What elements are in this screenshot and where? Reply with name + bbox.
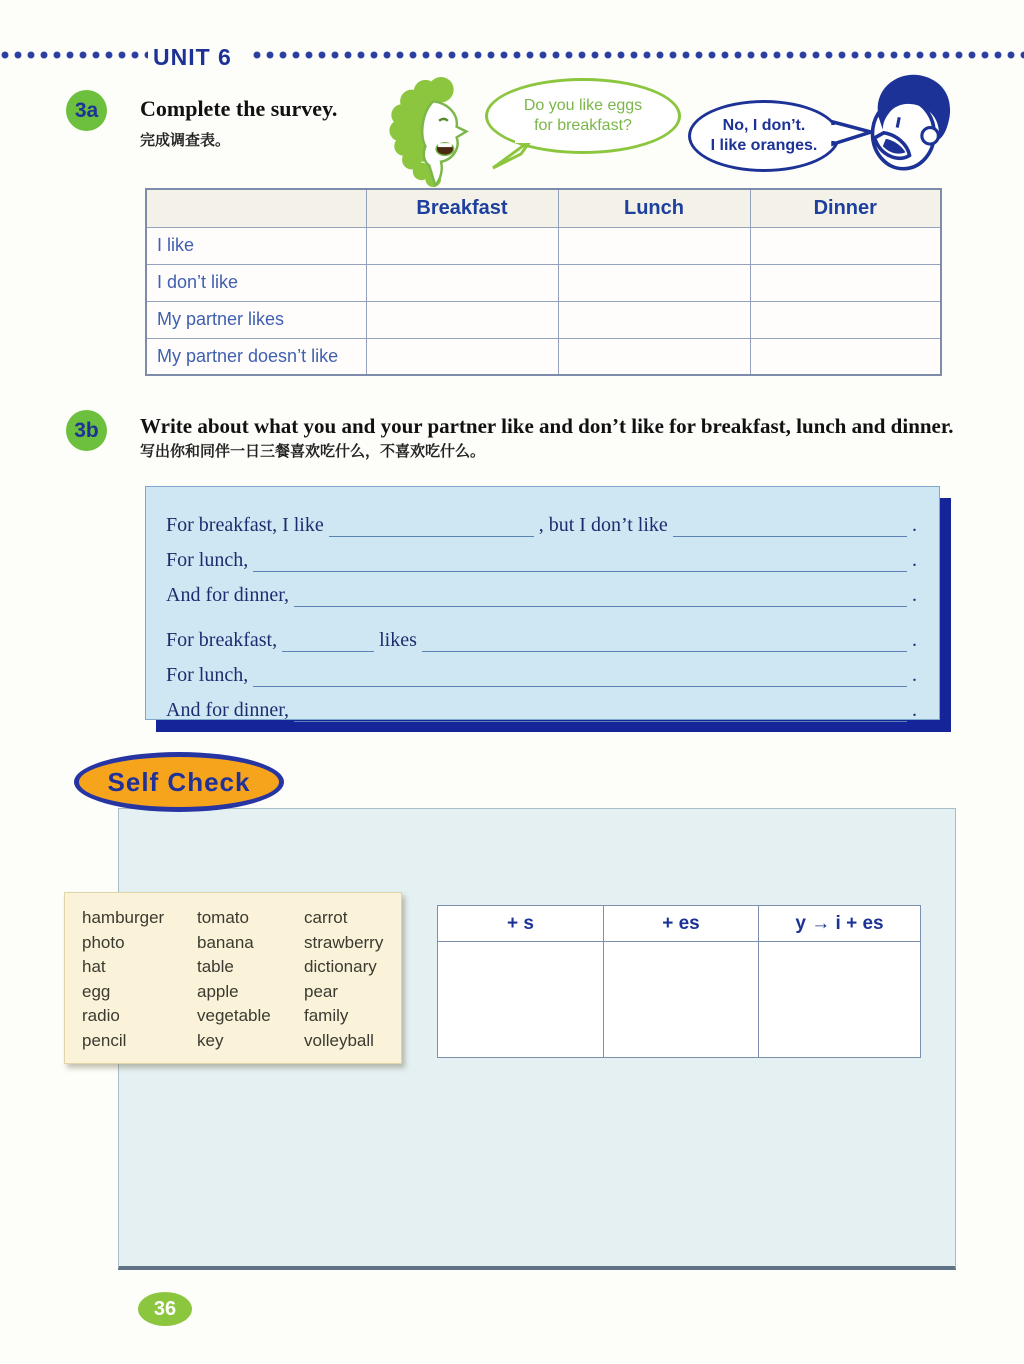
word-item: hamburger [82,908,165,927]
word-item: pencil [82,1030,127,1050]
green-bubble-tail [491,138,533,172]
word-item: pear [304,981,339,1001]
survey-cell [750,227,941,264]
section-3b-badge: 3b [66,410,107,451]
word-item: apple [197,981,239,1001]
word-item: tomato [197,908,249,927]
writing-line [166,687,917,722]
plurals-table [437,905,921,1058]
word-item: egg [82,981,111,1001]
writing-text: . [912,514,917,536]
survey-row-label: I like [146,227,366,264]
section-3b-heading [140,412,958,461]
blue-bubble-text-line2: I like oranges. [710,137,818,154]
writing-text: For breakfast, I like [166,514,324,536]
green-bubble-text-line2: for breakfast? [534,117,632,134]
dialogue-illustration [385,68,965,188]
word-column-3 [304,906,401,1063]
fill-in-blank [673,511,907,537]
plurals-body-row [438,942,921,1058]
fill-in-blank [253,661,907,687]
word-column-2 [197,906,304,1063]
survey-cell [366,338,558,375]
plurals-header-row [438,906,921,942]
survey-row-label: My partner doesn’t like [146,338,366,375]
word-item: hat [82,957,106,976]
word-item: carrot [304,908,348,927]
fill-in-blank [294,696,907,722]
fill-in-blank [282,626,374,652]
plurals-header-ies: y → i + es [759,906,921,942]
writing-text: . [912,584,917,606]
word-list-box [64,892,402,1064]
writing-text: For lunch, [166,549,249,571]
blue-speech-bubble [688,100,840,172]
survey-cell [558,264,750,301]
plurals-cell [759,942,921,1058]
writing-text: likes [379,629,417,651]
survey-header-empty [146,189,366,227]
fill-in-blank [329,511,534,537]
fill-in-blank [422,626,907,652]
survey-header-lunch: Lunch [558,189,750,227]
survey-row-label: I don’t like [146,264,366,301]
writing-line [166,572,917,607]
writing-text: . [912,664,917,686]
word-item: key [197,1030,224,1050]
survey-cell [558,227,750,264]
self-check-label: Self Check [74,752,284,812]
survey-row-label: My partner likes [146,301,366,338]
survey-cell [750,264,941,301]
writing-line [166,617,917,652]
survey-cell [558,301,750,338]
writing-text: . [912,549,917,571]
word-item: vegetable [197,1006,271,1025]
word-column-1 [82,906,197,1063]
word-item: strawberry [304,932,384,952]
writing-exercise-box [145,486,940,720]
blue-character-icon [853,70,963,178]
survey-row [146,301,941,338]
word-item: family [304,1006,349,1025]
writing-text: , but I don’t like [538,514,668,536]
header-dotted-line-right [252,50,1024,60]
word-item: table [197,957,234,976]
plurals-header-s: + s [438,906,604,942]
survey-cell [366,227,558,264]
survey-cell [558,338,750,375]
section-3a-subtitle-zh: 完成调查表。 [140,132,231,149]
blue-bubble-text-line1: No, I don’t. [722,117,806,134]
green-character-icon [389,76,494,188]
plurals-cell [604,942,759,1058]
word-item: volleyball [304,1030,374,1050]
page-number-badge: 36 [138,1292,192,1326]
writing-text: . [912,699,917,721]
survey-row [146,264,941,301]
writing-text: And for dinner, [166,584,290,606]
writing-text: And for dinner, [166,699,290,721]
section-3a-badge: 3a [66,90,107,131]
section-3b-title: Write about what you and your partner like and don’t like for breakfast, lunch and dinner. [140,414,954,438]
section-3b-subtitle-zh: 写出你和同伴一日三餐喜欢吃什么，不喜欢吃什么。 [140,443,486,461]
survey-cell [750,301,941,338]
unit-title: UNIT 6 [153,44,232,70]
survey-header-breakfast: Breakfast [366,189,558,227]
writing-line [166,502,917,537]
header-dotted-line-left [0,50,148,60]
writing-text: . [912,629,917,651]
survey-cell [750,338,941,375]
survey-row [146,227,941,264]
fill-in-blank [253,546,907,572]
survey-table [145,188,942,376]
plurals-header-es: + es [604,906,759,942]
writing-text: For lunch, [166,664,249,686]
fill-in-blank [294,581,907,607]
writing-text: For breakfast, [166,629,278,651]
survey-header-row [146,189,941,227]
survey-cell [366,264,558,301]
plurals-cell [438,942,604,1058]
section-3a-title: Complete the survey. [140,96,338,121]
survey-header-dinner: Dinner [750,189,941,227]
survey-cell [366,301,558,338]
writing-line [166,652,917,687]
word-item: photo [82,932,125,952]
word-item: radio [82,1006,120,1025]
word-item: banana [197,932,254,952]
green-bubble-text-line1: Do you like eggs [523,97,643,114]
section-3a-heading [140,96,337,150]
survey-row [146,338,941,375]
writing-line [166,537,917,572]
word-item: dictionary [304,957,377,976]
